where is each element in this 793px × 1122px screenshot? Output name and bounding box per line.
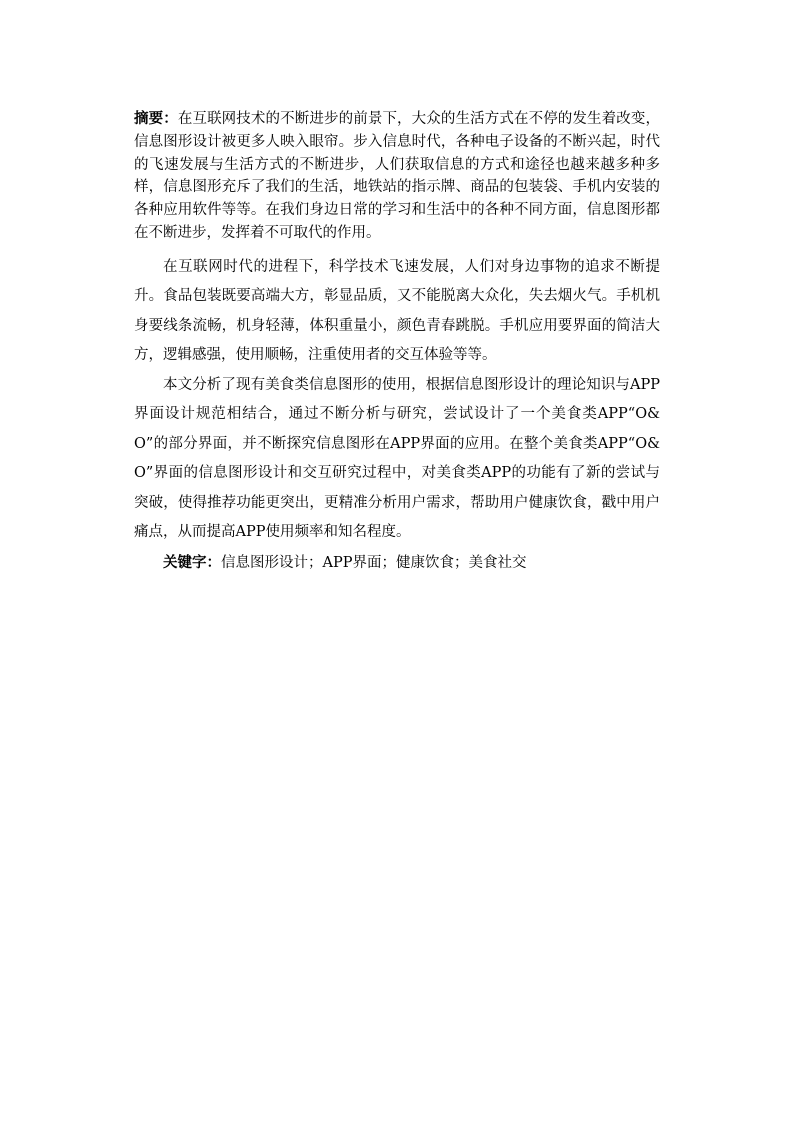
keywords-text: 信息图形设计；APP界面；健康饮食；美食社交 <box>221 554 527 571</box>
abstract-paragraph <box>134 108 660 245</box>
abstract-label: 摘要： <box>134 110 178 127</box>
abstract-section <box>134 108 660 578</box>
body-paragraph-1: 在互联网时代的进程下，科学技术飞速发展，人们对身边事物的追求不断提升。食品包装既要高端大方，彰显品质，又不能脱离大众化，失去烟火气。手机机身要线条流畅，机身轻薄，体积重量小，颜色青春跳脱。手机应用要界面的简洁大方，逻辑感强，使用顺畅，注重使用者的交互体验等等。 <box>134 258 660 364</box>
body-paragraph-2: 本文分析了现有美食类信息图形的使用，根据信息图形设计的理论知识与APP界面设计规范相结合，通过不断分析与研究，尝试设计了一个美食类APP“O&O”的部分界面，并不断探究信息图形在APP界面的应用。在整个美食类APP“O&O”界面的信息图形设计和交互研究过程中，对美食类APP的功能有了新的尝试与突破，使得推荐功能更突出，更精准分析用户需求，帮助用户健康饮食，戳中用户痛点，从而提高APP使用频率和知名程度。 <box>134 376 660 541</box>
abstract-text: 在互联网技术的不断进步的前景下，大众的生活方式在不停的发生着改变，信息图形设计被更多人映入眼帘。步入信息时代，各种电子设备的不断兴起，时代的飞速发展与生活方式的不断进步，人们获取信息的方式和途径也越来越多种多样，信息图形充斥了我们的生活，地铁站的指示牌、商品的包装袋、手机内安装的各种应用软件等等。在我们身边日常的学习和生活中的各种不同方面，信息图形都在不断进步，发挥着不可取代的作用。 <box>134 111 660 241</box>
keywords-label: 关键字： <box>163 553 221 571</box>
keywords-line <box>134 548 660 579</box>
